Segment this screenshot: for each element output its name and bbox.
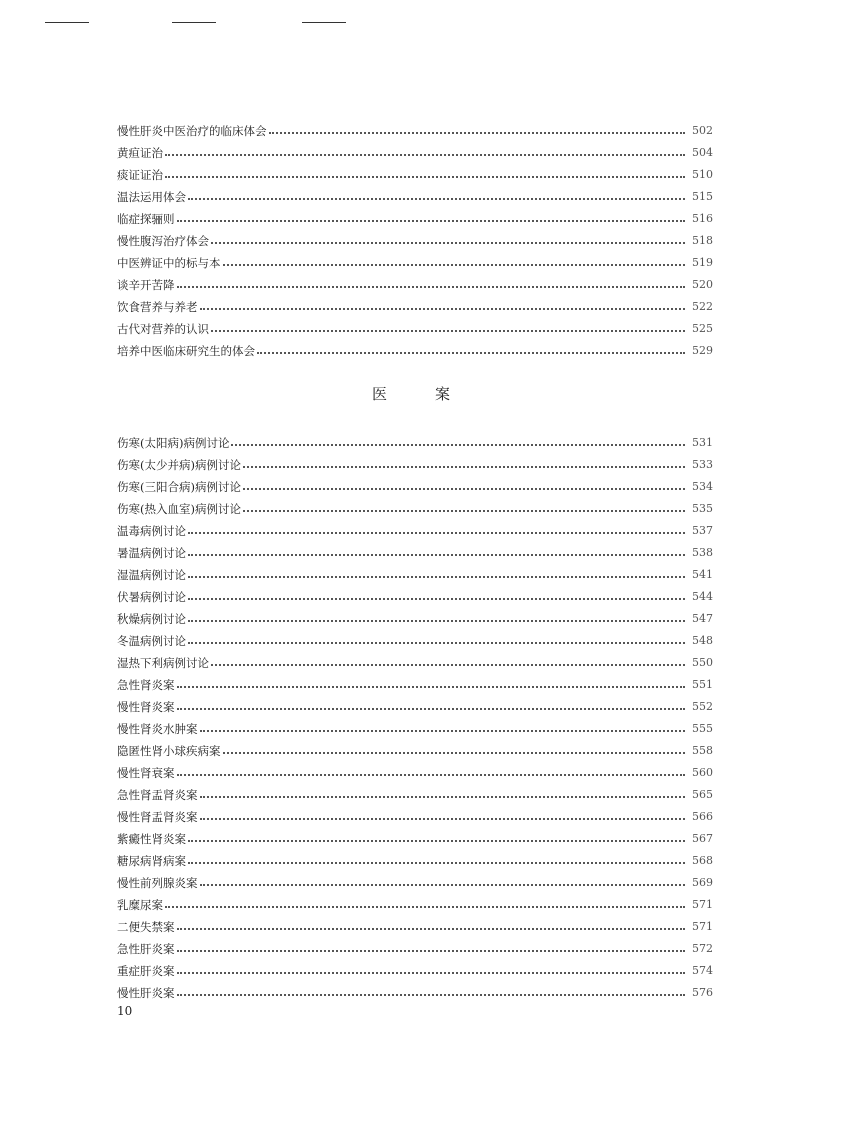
toc-entry <box>117 292 713 314</box>
dot-leader <box>188 620 685 622</box>
toc-entry <box>117 956 713 978</box>
dot-leader <box>177 220 686 222</box>
toc-entry-page: 515 <box>692 190 713 203</box>
toc-entry-page: 571 <box>692 898 713 911</box>
toc-entry <box>117 450 713 472</box>
toc-entry-title: 临症探骊则 <box>117 212 175 226</box>
toc-entry-page: 566 <box>692 810 713 823</box>
toc-entry <box>117 494 713 516</box>
dot-leader <box>177 686 686 688</box>
toc-entry <box>117 802 713 824</box>
toc-entry <box>117 336 713 358</box>
toc-entry <box>117 626 713 648</box>
toc-entry-title: 培养中医临床研究生的体会 <box>117 344 255 358</box>
dot-leader <box>188 642 685 644</box>
toc-entry <box>117 978 713 1000</box>
toc-entry <box>117 780 713 802</box>
toc-entry-title: 慢性前列腺炎案 <box>117 876 198 890</box>
toc-entry-page: 547 <box>692 612 713 625</box>
toc-entry-page: 551 <box>692 678 713 691</box>
toc-entry <box>117 604 713 626</box>
toc-entry <box>117 428 713 450</box>
dot-leader <box>188 840 685 842</box>
toc-entry-title: 慢性肾炎水肿案 <box>117 722 198 736</box>
toc-entry-page: 560 <box>692 766 713 779</box>
toc-entry-page: 529 <box>692 344 713 357</box>
dot-leader <box>211 242 685 244</box>
toc-entry <box>117 314 713 336</box>
dot-leader <box>269 132 686 134</box>
toc-entry-page: 534 <box>692 480 713 493</box>
toc-entry-page: 541 <box>692 568 713 581</box>
toc-entry-title: 秋燥病例讨论 <box>117 612 186 626</box>
toc-entry <box>117 868 713 890</box>
toc-entry-page: 518 <box>692 234 713 247</box>
toc-entry <box>117 692 713 714</box>
section-heading: 医案 <box>372 385 499 403</box>
dot-leader <box>200 884 686 886</box>
page-number: 10 <box>117 1004 133 1018</box>
toc-entry <box>117 204 713 226</box>
dot-leader <box>188 862 685 864</box>
toc-entry-title: 温毒病例讨论 <box>117 524 186 538</box>
toc-entry-title: 隐匿性肾小球疾病案 <box>117 744 221 758</box>
toc-entry <box>117 758 713 780</box>
toc-entry-title: 古代对营养的认识 <box>117 322 209 336</box>
toc-entry-page: 569 <box>692 876 713 889</box>
toc-entry-title: 湿热下利病例讨论 <box>117 656 209 670</box>
dot-leader <box>223 752 686 754</box>
toc-entry-page: 525 <box>692 322 713 335</box>
dot-leader <box>177 286 686 288</box>
toc-entry-page: 516 <box>692 212 713 225</box>
dot-leader <box>188 576 685 578</box>
toc-entry <box>117 670 713 692</box>
toc-entry-page: 510 <box>692 168 713 181</box>
toc-entry <box>117 138 713 160</box>
toc-entry <box>117 736 713 758</box>
toc-entry-title: 冬温病例讨论 <box>117 634 186 648</box>
header-rule-2 <box>172 22 216 23</box>
dot-leader <box>177 928 686 930</box>
toc-entry-title: 慢性肝炎中医治疗的临床体会 <box>117 124 267 138</box>
toc-entry-title: 伏暑病例讨论 <box>117 590 186 604</box>
header-rule-1 <box>45 22 89 23</box>
toc-entry-title: 温法运用体会 <box>117 190 186 204</box>
dot-leader <box>243 510 685 512</box>
dot-leader <box>177 774 686 776</box>
toc-entry-page: 571 <box>692 920 713 933</box>
toc-entry <box>117 934 713 956</box>
toc-entry <box>117 516 713 538</box>
toc-entry <box>117 116 713 138</box>
dot-leader <box>188 532 685 534</box>
toc-entry-title: 紫癜性肾炎案 <box>117 832 186 846</box>
dot-leader <box>177 994 686 996</box>
dot-leader <box>177 708 686 710</box>
dot-leader <box>177 972 686 974</box>
toc-entry <box>117 182 713 204</box>
toc-entry-title: 饮食营养与养老 <box>117 300 198 314</box>
toc-entry-title: 伤寒(三阳合病)病例讨论 <box>117 480 241 494</box>
toc-entry-page: 574 <box>692 964 713 977</box>
toc-entry-page: 555 <box>692 722 713 735</box>
toc-entry-title: 慢性肝炎案 <box>117 986 175 1000</box>
toc-entry-title: 慢性肾衰案 <box>117 766 175 780</box>
toc-entry-title: 乳糜尿案 <box>117 898 163 912</box>
toc-entry-title: 慢性肾炎案 <box>117 700 175 714</box>
toc-entry <box>117 538 713 560</box>
toc-entry-title: 中医辨证中的标与本 <box>117 256 221 270</box>
toc-entry <box>117 270 713 292</box>
dot-leader <box>200 730 686 732</box>
toc-entry-title: 慢性腹泻治疗体会 <box>117 234 209 248</box>
dot-leader <box>188 598 685 600</box>
dot-leader <box>200 796 686 798</box>
toc-section-1 <box>117 116 713 358</box>
toc-entry-page: 538 <box>692 546 713 559</box>
toc-entry-title: 湿温病例讨论 <box>117 568 186 582</box>
toc-entry <box>117 890 713 912</box>
toc-entry-page: 568 <box>692 854 713 867</box>
toc-entry-page: 519 <box>692 256 713 269</box>
dot-leader <box>257 352 685 354</box>
dot-leader <box>200 308 686 310</box>
toc-section-2 <box>117 428 713 1000</box>
toc-entry <box>117 648 713 670</box>
toc-entry-page: 502 <box>692 124 713 137</box>
toc-entry <box>117 582 713 604</box>
toc-entry-title: 谈辛开苦降 <box>117 278 175 292</box>
toc-entry <box>117 560 713 582</box>
toc-entry-title: 伤寒(热入血室)病例讨论 <box>117 502 241 516</box>
toc-entry-title: 重症肝炎案 <box>117 964 175 978</box>
header-rule-3 <box>302 22 346 23</box>
dot-leader <box>231 444 685 446</box>
toc-entry-page: 537 <box>692 524 713 537</box>
toc-entry-title: 急性肝炎案 <box>117 942 175 956</box>
toc-entry <box>117 248 713 270</box>
dot-leader <box>211 330 685 332</box>
dot-leader <box>223 264 686 266</box>
toc-entry-title: 暑温病例讨论 <box>117 546 186 560</box>
toc-entry-title: 糖尿病肾病案 <box>117 854 186 868</box>
toc-entry-title: 急性肾盂肾炎案 <box>117 788 198 802</box>
toc-entry <box>117 160 713 182</box>
toc-entry-page: 520 <box>692 278 713 291</box>
toc-entry-title: 黄疸证治 <box>117 146 163 160</box>
toc-entry-page: 572 <box>692 942 713 955</box>
toc-entry-page: 550 <box>692 656 713 669</box>
dot-leader <box>188 554 685 556</box>
toc-entry-page: 544 <box>692 590 713 603</box>
toc-entry-page: 533 <box>692 458 713 471</box>
dot-leader <box>243 488 685 490</box>
toc-entry-page: 535 <box>692 502 713 515</box>
toc-entry <box>117 714 713 736</box>
toc-entry-title: 急性肾炎案 <box>117 678 175 692</box>
toc-entry <box>117 846 713 868</box>
toc-entry-page: 548 <box>692 634 713 647</box>
toc-entry <box>117 912 713 934</box>
toc-entry <box>117 226 713 248</box>
dot-leader <box>165 154 685 156</box>
dot-leader <box>200 818 686 820</box>
toc-entry-page: 504 <box>692 146 713 159</box>
toc-entry-title: 痰证证治 <box>117 168 163 182</box>
toc-entry-page: 567 <box>692 832 713 845</box>
toc-entry-page: 531 <box>692 436 713 449</box>
toc-entry-page: 558 <box>692 744 713 757</box>
dot-leader <box>243 466 685 468</box>
dot-leader <box>188 198 685 200</box>
dot-leader <box>165 906 685 908</box>
toc-entry-page: 576 <box>692 986 713 999</box>
dot-leader <box>177 950 686 952</box>
toc-entry <box>117 824 713 846</box>
dot-leader <box>211 664 685 666</box>
toc-entry-title: 二便失禁案 <box>117 920 175 934</box>
toc-entry-title: 伤寒(太阳病)病例讨论 <box>117 436 230 450</box>
toc-entry <box>117 472 713 494</box>
toc-entry-title: 伤寒(太少并病)病例讨论 <box>117 458 241 472</box>
toc-entry-page: 565 <box>692 788 713 801</box>
toc-entry-page: 522 <box>692 300 713 313</box>
toc-entry-page: 552 <box>692 700 713 713</box>
toc-entry-title: 慢性肾盂肾炎案 <box>117 810 198 824</box>
dot-leader <box>165 176 685 178</box>
